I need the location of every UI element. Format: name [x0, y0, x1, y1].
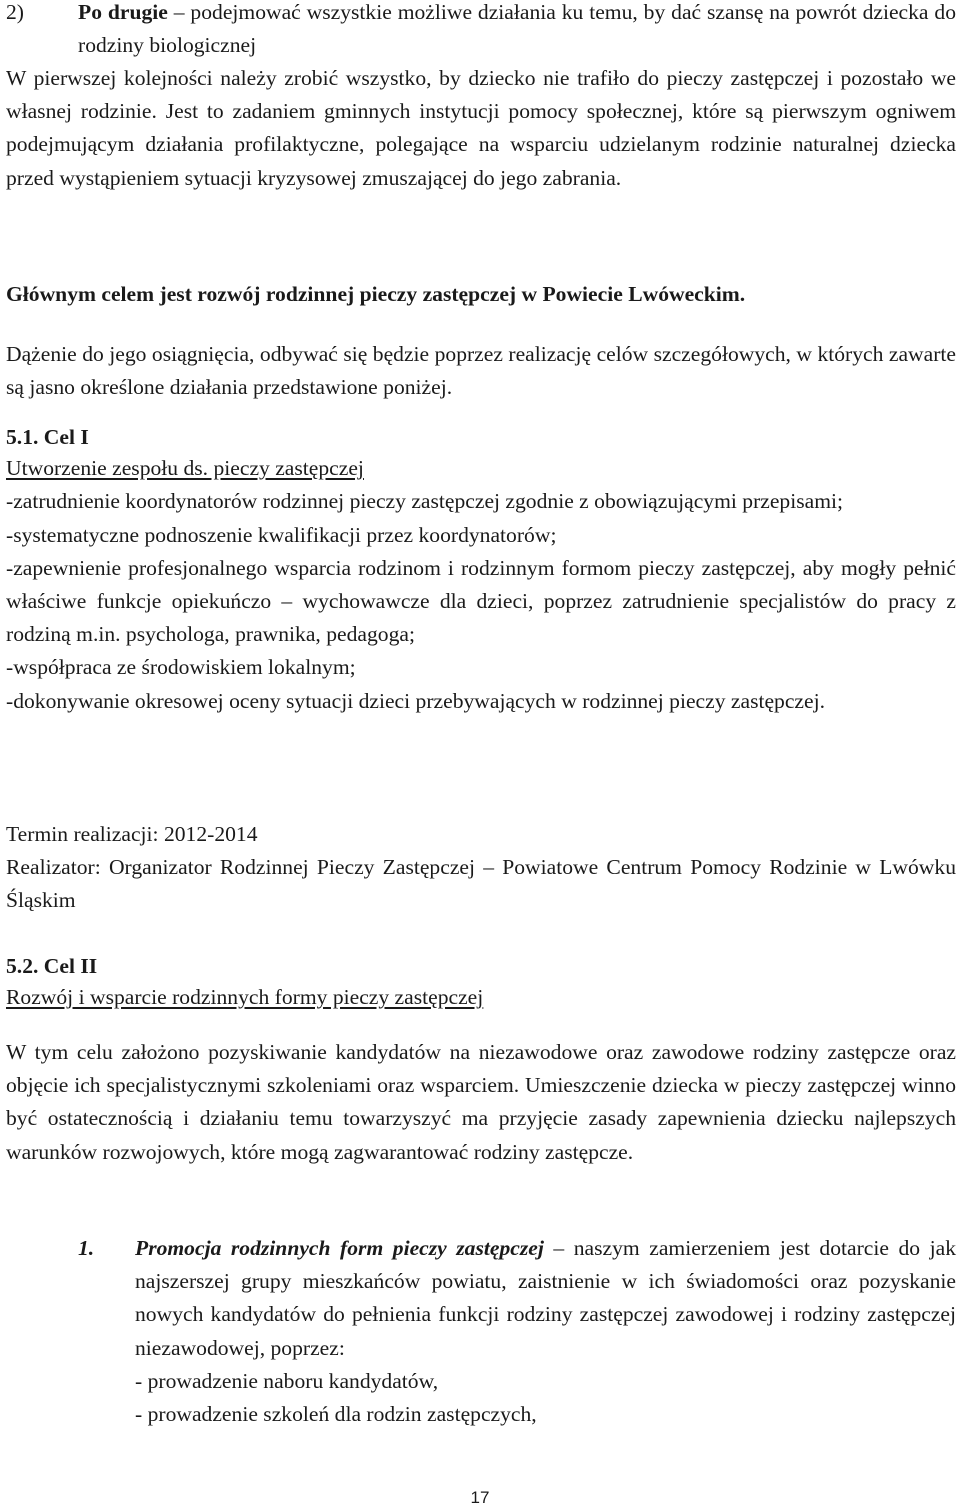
main-goal-heading: Głównym celem jest rozwój rodzinnej pieczy zastępczej w Powiecie Lwóweckim. — [6, 282, 746, 306]
goal-1-item: -zapewnienie profesjonalnego wsparcia rodzinom i rodzinnym formom pieczy zastępczej, aby mogły pełnić właściwe funkcje opiekuńczo – wychowawcze dla dzieci, poprzez zatrudnienie specjalistów do pracy z rodziną m.in. psychologa, prawnika, pedagoga; — [6, 555, 956, 647]
goal-2-point-1 — [6, 1232, 956, 1431]
goal-2-paragraph-section — [6, 1036, 956, 1169]
point-sub-item: - prowadzenie szkoleń dla rodzin zastępczych, — [135, 1402, 537, 1427]
goal-1-item: -zatrudnienie koordynatorów rodzinnej pieczy zastępczej zgodnie z obowiązującymi przepisami; — [6, 489, 844, 514]
goal-1-realizer: Realizator: Organizator Rodzinnej Pieczy Zastępczej – Powiatowe Centrum Pomocy Rodzinie w Lwówku Śląskim — [6, 855, 956, 913]
point-lead: Promocja rodzinnych form pieczy zastępczej — [135, 1236, 544, 1260]
page-number: 17 — [470, 1488, 490, 1507]
goal-1-term-section — [6, 818, 956, 918]
list-item-lead: Po drugie — [78, 0, 168, 24]
list-item-2 — [6, 0, 956, 62]
document-page — [6, 0, 956, 1509]
goal-1-subtitle: Utworzenie zespołu ds. pieczy zastępczej — [6, 456, 364, 481]
goal-1-item: -dokonywanie okresowej oceny sytuacji dzieci przebywających w rodzinnej pieczy zastępczej. — [6, 688, 826, 713]
point-number: 1. — [78, 1236, 95, 1260]
goal-2-paragraph: W tym celu założono pozyskiwanie kandydatów na niezawodowe oraz zawodowe rodziny zastępcze oraz objęcie ich specjalistycznymi szkoleniami oraz wsparciem. Umieszczenie dziecka w pieczy zastępczej winno być ostatecznością i działaniu temu towarzyszyć ma przyjęcie zasady zapewnienia dziecku najlepszych warunków rozwojowych, które mogą zagwarantować rodziny zastępcze. — [6, 1040, 956, 1164]
intro-paragraph: W pierwszej kolejności należy zrobić wszystko, by dziecko nie trafiło do pieczy zastępczej i pozostało we własnej rodzinie. Jest to zadaniem gminnych instytucji pomocy społecznej, które są pierwszym ogniwem podejmującym działania profilaktyczne, polegające na wsparciu udzielanym rodzinie naturalnej dziecka przed wystąpieniem sytuacji kryzysowej zmuszającej do jego zabrania. — [6, 66, 956, 190]
list-item-body: – podejmować wszystkie możliwe działania ku temu, by dać szansę na powrót dziecka do rodziny biologicznej — [78, 0, 956, 58]
goal-paragraph-section — [6, 338, 956, 404]
point-body: – naszym zamierzeniem jest dotarcie do jak najszerszej grupy mieszkańców powiatu, zaistnienie w ich świadomości oraz pozyskanie nowych kandydatów do pełnienia funkcji rodziny zastępczej zawodowej i rodziny zastępczej niezawodowej, poprzez: — [135, 1236, 956, 1360]
goal-1-section — [6, 421, 956, 718]
goal-2-subtitle: Rozwój i wsparcie rodzinnych formy pieczy zastępczej — [6, 985, 484, 1010]
goal-1-item: -systematyczne podnoszenie kwalifikacji przez koordynatorów; — [6, 522, 557, 547]
point-sub-item: - prowadzenie naboru kandydatów, — [135, 1368, 439, 1393]
main-goal-section — [6, 278, 956, 311]
goal-1-term: Termin realizacji: 2012-2014 — [6, 822, 258, 846]
goal-2-section — [6, 950, 956, 1014]
intro-section — [6, 62, 956, 195]
goal-1-heading: 5.1. Cel I — [6, 425, 89, 449]
list-item-number: 2) — [6, 0, 24, 24]
goal-2-heading: 5.2. Cel II — [6, 954, 98, 978]
goal-1-item: -współpraca ze środowiskiem lokalnym; — [6, 655, 356, 680]
point-text — [135, 1232, 956, 1365]
goal-paragraph: Dążenie do jego osiągnięcia, odbywać się będzie poprzez realizację celów szczegółowych, w których zawarte są jasno określone działania przedstawione poniżej. — [6, 342, 956, 400]
list-item-text — [78, 0, 956, 62]
